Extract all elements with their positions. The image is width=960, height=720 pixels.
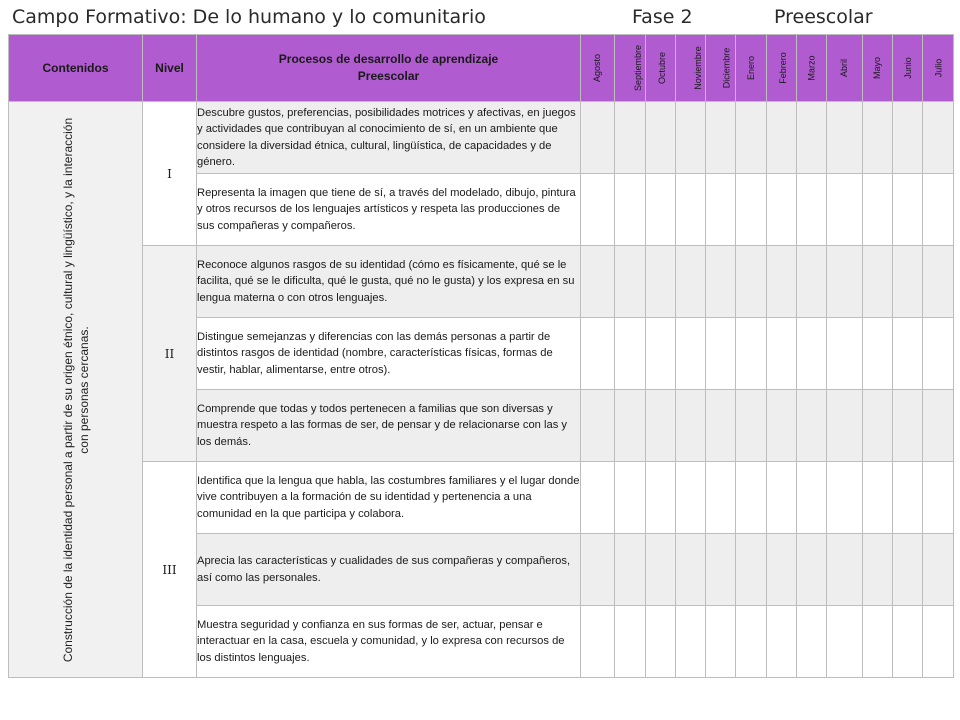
month-cell[interactable] (767, 606, 797, 678)
month-cell[interactable] (615, 102, 646, 174)
month-cell[interactable] (646, 390, 676, 462)
contenido-cell (9, 102, 143, 678)
proceso-cell: Aprecia las características y cualidades de sus compañeras y compañeros, así como las personales. (197, 534, 581, 606)
month-cell[interactable] (827, 606, 863, 678)
month-cell[interactable] (827, 246, 863, 318)
month-cell[interactable] (923, 534, 954, 606)
month-cell[interactable] (706, 390, 736, 462)
month-cell[interactable] (767, 462, 797, 534)
month-cell[interactable] (797, 102, 827, 174)
month-cell[interactable] (893, 390, 923, 462)
month-cell[interactable] (827, 102, 863, 174)
month-cell[interactable] (736, 246, 767, 318)
month-cell[interactable] (863, 534, 893, 606)
month-cell[interactable] (615, 318, 646, 390)
month-cell[interactable] (581, 534, 615, 606)
table-row (9, 462, 954, 534)
month-header-enero: Enero (736, 35, 767, 102)
month-cell[interactable] (923, 246, 954, 318)
planning-table (8, 34, 954, 678)
month-cell[interactable] (923, 102, 954, 174)
nivel-iii: III (143, 462, 197, 678)
proceso-cell: Distingue semejanzas y diferencias con las demás personas a partir de distintos rasgos de identidad (nombre, características físicas, formas de vestir, hablar, alimentarse, entre otros). (197, 318, 581, 390)
month-cell[interactable] (676, 174, 706, 246)
month-header-septiembre: Septiembre (615, 35, 646, 102)
month-cell[interactable] (676, 102, 706, 174)
month-cell[interactable] (581, 390, 615, 462)
month-cell[interactable] (767, 534, 797, 606)
contenido-text: Construcción de la identidad personal a partir de su origen étnico, cultural y lingüístico, y la interacción con personas cercanas. (60, 117, 91, 662)
month-cell[interactable] (923, 390, 954, 462)
month-cell[interactable] (863, 318, 893, 390)
month-cell[interactable] (706, 246, 736, 318)
month-cell[interactable] (827, 390, 863, 462)
month-cell[interactable] (736, 174, 767, 246)
month-cell[interactable] (736, 462, 767, 534)
month-cell[interactable] (797, 246, 827, 318)
nivel-ii: II (143, 246, 197, 462)
month-cell[interactable] (676, 390, 706, 462)
month-cell[interactable] (797, 606, 827, 678)
month-cell[interactable] (706, 174, 736, 246)
proceso-cell: Identifica que la lengua que habla, las costumbres familiares y el lugar donde vive contribuyen a la formación de su identidad y pertenencia a una comunidad en la que participa y colabora. (197, 462, 581, 534)
month-header-febrero: Febrero (767, 35, 797, 102)
header-procesos-line1: Procesos de desarrollo de aprendizaje (278, 52, 499, 66)
month-cell[interactable] (736, 102, 767, 174)
month-cell[interactable] (893, 174, 923, 246)
month-cell[interactable] (646, 174, 676, 246)
month-cell[interactable] (581, 318, 615, 390)
month-cell[interactable] (767, 174, 797, 246)
table-header-row (9, 35, 954, 102)
month-cell[interactable] (615, 534, 646, 606)
month-cell[interactable] (923, 318, 954, 390)
month-header-mayo: Mayo (863, 35, 893, 102)
month-header-junio: Junio (893, 35, 923, 102)
month-cell[interactable] (893, 318, 923, 390)
month-cell[interactable] (646, 246, 676, 318)
month-cell[interactable] (827, 174, 863, 246)
month-cell[interactable] (676, 318, 706, 390)
month-cell[interactable] (615, 390, 646, 462)
month-cell[interactable] (581, 246, 615, 318)
month-header-agosto: Agosto (581, 35, 615, 102)
month-cell[interactable] (923, 174, 954, 246)
phase-label: Fase 2 (632, 6, 693, 28)
month-cell[interactable] (706, 318, 736, 390)
month-cell[interactable] (767, 102, 797, 174)
month-cell[interactable] (827, 318, 863, 390)
month-cell[interactable] (863, 102, 893, 174)
month-cell[interactable] (706, 534, 736, 606)
header-procesos (197, 35, 581, 102)
month-cell[interactable] (646, 606, 676, 678)
table-row (9, 102, 954, 174)
month-cell[interactable] (646, 318, 676, 390)
month-cell[interactable] (615, 246, 646, 318)
month-cell[interactable] (615, 174, 646, 246)
month-header-octubre: Octubre (646, 35, 676, 102)
month-cell[interactable] (706, 606, 736, 678)
month-header-marzo: Marzo (797, 35, 827, 102)
month-cell[interactable] (797, 462, 827, 534)
month-cell[interactable] (615, 462, 646, 534)
month-cell[interactable] (863, 390, 893, 462)
month-cell[interactable] (581, 174, 615, 246)
month-cell[interactable] (676, 462, 706, 534)
month-cell[interactable] (581, 462, 615, 534)
month-cell[interactable] (893, 534, 923, 606)
month-cell[interactable] (767, 390, 797, 462)
month-cell[interactable] (736, 390, 767, 462)
month-cell[interactable] (797, 318, 827, 390)
month-cell[interactable] (863, 246, 893, 318)
month-cell[interactable] (797, 174, 827, 246)
month-header-abril: Abril (827, 35, 863, 102)
month-cell[interactable] (736, 318, 767, 390)
month-cell[interactable] (676, 246, 706, 318)
month-cell[interactable] (736, 534, 767, 606)
nivel-i: I (143, 102, 197, 246)
month-header-julio: Julio (923, 35, 954, 102)
document-title: Campo Formativo: De lo humano y lo comunitario (12, 6, 486, 28)
month-cell[interactable] (581, 606, 615, 678)
month-cell[interactable] (676, 606, 706, 678)
month-cell[interactable] (797, 390, 827, 462)
month-cell[interactable] (863, 174, 893, 246)
header-procesos-line2: Preescolar (357, 69, 420, 83)
level-label: Preescolar (774, 6, 873, 28)
header-nivel: Nivel (143, 35, 197, 102)
month-cell[interactable] (646, 534, 676, 606)
month-cell[interactable] (646, 102, 676, 174)
month-cell[interactable] (863, 462, 893, 534)
month-cell[interactable] (893, 606, 923, 678)
document-header (12, 6, 952, 32)
month-cell[interactable] (863, 606, 893, 678)
proceso-cell: Reconoce algunos rasgos de su identidad (cómo es físicamente, qué se le facilita, qué se le dificulta, qué le gusta, qué no le gusta) y los expresa en su lengua materna o con otros lenguajes. (197, 246, 581, 318)
month-cell[interactable] (706, 462, 736, 534)
header-contenidos: Contenidos (9, 35, 143, 102)
month-cell[interactable] (767, 318, 797, 390)
month-cell[interactable] (827, 534, 863, 606)
month-cell[interactable] (893, 102, 923, 174)
month-cell[interactable] (676, 534, 706, 606)
month-cell[interactable] (923, 606, 954, 678)
month-header-noviembre: Noviembre (676, 35, 706, 102)
month-cell[interactable] (893, 246, 923, 318)
proceso-cell: Representa la imagen que tiene de sí, a través del modelado, dibujo, pintura y otros recursos de los lenguajes artísticos y respeta las producciones de sus compañeras y compañeros. (197, 174, 581, 246)
month-cell[interactable] (581, 102, 615, 174)
table-row (9, 246, 954, 318)
month-cell[interactable] (646, 462, 676, 534)
month-cell[interactable] (615, 606, 646, 678)
proceso-cell: Descubre gustos, preferencias, posibilidades motrices y afectivas, en juegos y actividades que contribuyan al conocimiento de sí, en un ambiente que considere la diversidad étnica, cultural, lingüística, de capacidades y de género. (197, 102, 581, 174)
month-cell[interactable] (827, 462, 863, 534)
proceso-cell: Muestra seguridad y confianza en sus formas de ser, actuar, pensar e interactuar en la casa, escuela y comunidad, y lo expresa con recursos de los distintos lenguajes. (197, 606, 581, 678)
proceso-cell: Comprende que todas y todos pertenecen a familias que son diversas y muestra respeto a las formas de ser, de pensar y de relacionarse con las y los demás. (197, 390, 581, 462)
month-cell[interactable] (797, 534, 827, 606)
month-cell[interactable] (767, 246, 797, 318)
month-cell[interactable] (736, 606, 767, 678)
month-cell[interactable] (893, 462, 923, 534)
month-cell[interactable] (706, 102, 736, 174)
month-header-diciembre: Diciembre (706, 35, 736, 102)
month-cell[interactable] (923, 462, 954, 534)
